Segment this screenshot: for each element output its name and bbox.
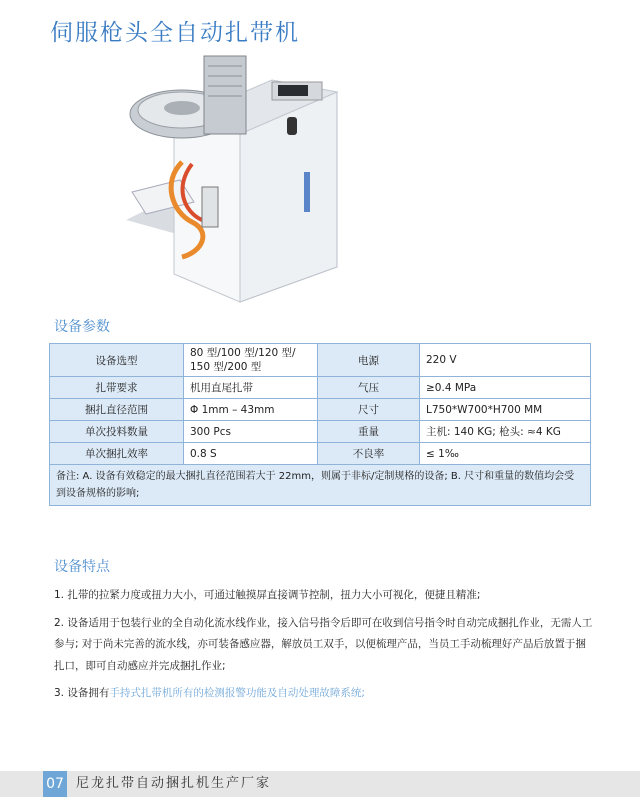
param-value: 300 Pcs <box>184 421 318 443</box>
feature-item: 2. 设备适用于包装行业的全自动化流水线作业，接入信号指令后即可在收到信号指令时自动完成捆扎作业，无需人工参与; 对于尚未完善的流水线，亦可装备感应器，解放员工双手，以便梳理产品，当员工手动梳理好产品后放置于捆扎口，即可自动感应并完成捆扎作业; <box>54 616 593 672</box>
page-title: 伺服枪头全自动扎带机 <box>50 20 300 46</box>
footer-text: 尼龙扎带自动捆扎机生产厂家 <box>76 776 272 791</box>
params-table <box>49 343 591 506</box>
table-row <box>50 421 591 443</box>
param-value: 80 型/100 型/120 型/ 150 型/200 型 <box>184 344 318 377</box>
table-row <box>50 465 591 506</box>
footer <box>0 771 640 797</box>
param-label: 尺寸 <box>318 399 420 421</box>
table-row <box>50 344 591 377</box>
param-label: 捆扎直径范围 <box>50 399 184 421</box>
param-value: 机用直尾扎带 <box>184 377 318 399</box>
param-label: 设备选型 <box>50 344 184 377</box>
params-heading: 设备参数 <box>54 319 110 335</box>
machine-photo <box>122 52 350 310</box>
table-row <box>50 377 591 399</box>
param-value: ≤ 1‰ <box>420 443 591 465</box>
param-value: 0.8 S <box>184 443 318 465</box>
feature-item: 1. 扎带的拉紧力度或扭力大小，可通过触摸屏直接调节控制，扭力大小可视化，便捷且精准; <box>54 589 481 601</box>
param-label: 电源 <box>318 344 420 377</box>
table-row <box>50 399 591 421</box>
param-label: 扎带要求 <box>50 377 184 399</box>
table-row <box>50 443 591 465</box>
param-label: 单次捆扎效率 <box>50 443 184 465</box>
feature-text: 3. 设备拥有 <box>54 687 110 699</box>
param-value: L750*W700*H700 MM <box>420 399 591 421</box>
features-list <box>54 585 594 711</box>
feature-highlight: 手持式扎带机所有的检测报警功能及自动处理故障系统; <box>109 687 365 699</box>
param-value: Φ 1mm – 43mm <box>184 399 318 421</box>
param-label: 不良率 <box>318 443 420 465</box>
param-label: 气压 <box>318 377 420 399</box>
param-value: 220 V <box>420 344 591 377</box>
features-heading: 设备特点 <box>54 559 110 575</box>
param-label: 单次投料数量 <box>50 421 184 443</box>
param-value: 主机: 140 KG; 枪头: ≈4 KG <box>420 421 591 443</box>
params-note: 备注: A. 设备有效稳定的最大捆扎直径范围若大于 22mm，则属于非标/定制规格的设备; B. 尺寸和重量的数值均会受到设备规格的影响; <box>50 465 591 506</box>
feature-item <box>54 683 594 705</box>
param-label: 重量 <box>318 421 420 443</box>
page-number: 07 <box>43 771 67 797</box>
param-value: ≥0.4 MPa <box>420 377 591 399</box>
